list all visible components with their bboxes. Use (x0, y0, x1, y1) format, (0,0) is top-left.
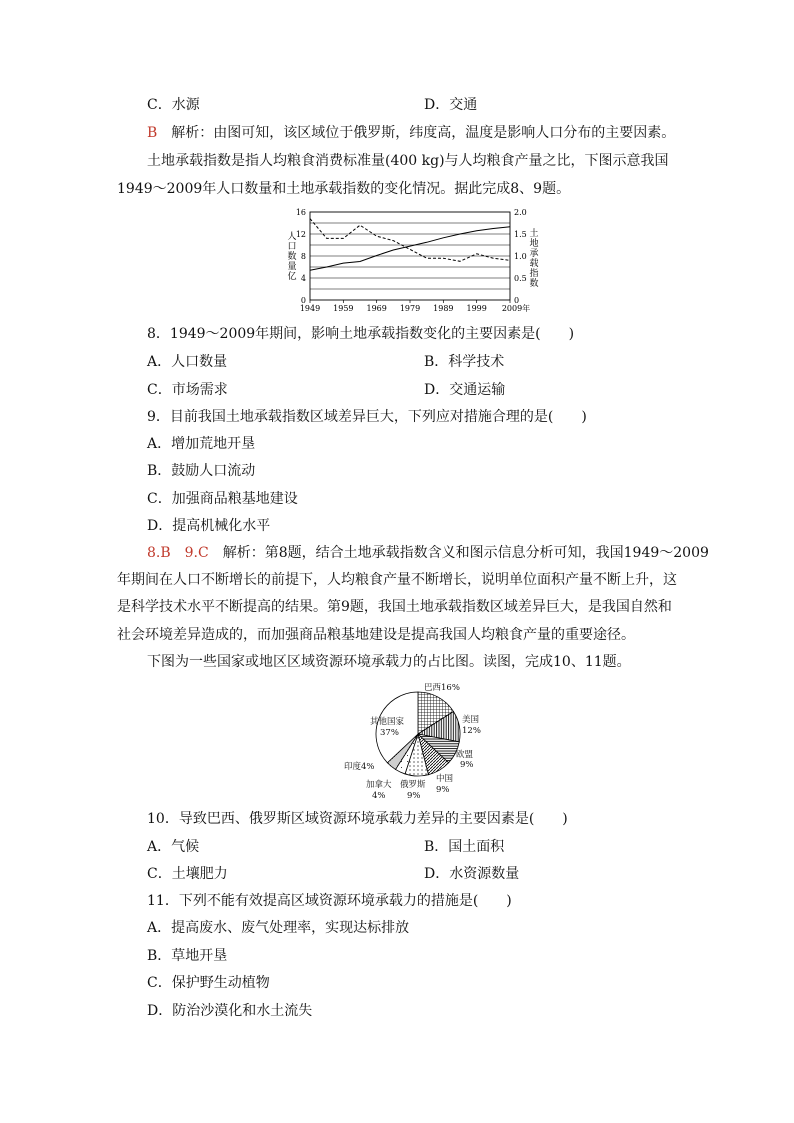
q9-option-a: A．增加荒地开垦 (147, 436, 256, 452)
pie-label-india: 印度4% (344, 762, 375, 772)
q11-stem: 11．下列不能有效提高区域资源环境承载力的措施是( ) (147, 893, 512, 909)
x-tick-label: 1979 (399, 304, 421, 313)
pie-label-canada-name: 加拿大 (366, 780, 392, 790)
population-line (310, 227, 510, 270)
q89-analysis-line2: 年期间在人口不断增长的前提下，人均粮食产量不断增长，说明单位面积产量不断上升，这 (117, 572, 677, 588)
right-tick-label: 0 (514, 296, 520, 305)
land-index-line (310, 219, 510, 262)
line-chart-series (310, 219, 510, 271)
pie-label-usa-name: 美国 (462, 715, 480, 725)
q7-option-d: D．交通 (424, 97, 478, 113)
q8-stem: 8．1949～2009年期间，影响土地承载指数变化的主要因素是( ) (147, 326, 575, 342)
right-tick-label: 1.0 (514, 252, 527, 261)
left-axis-char: 亿 (287, 272, 297, 282)
q8-option-b: B．科学技术 (424, 354, 505, 370)
q7-analysis-text: 解析：由图可知，该区域位于俄罗斯，纬度高，温度是影响人口分布的主要因素。 (171, 125, 676, 141)
q89-analysis-text1: 解析：第8题，结合土地承载指数含义和图示信息分析可知，我国1949～2009 (208, 545, 709, 561)
q9-stem: 9．目前我国土地承载指数区域差异巨大，下列应对措施合理的是( ) (147, 409, 587, 425)
q10-stem: 10．导致巴西、俄罗斯区域资源环境承载力差异的主要因素是( ) (147, 811, 568, 827)
x-axis-ticks (300, 300, 530, 313)
left-tick-label: 0 (300, 296, 306, 305)
pie-label-china-name: 中国 (436, 774, 454, 784)
right-axis-char: 承 (529, 249, 539, 259)
q10-option-d: D．水资源数量 (424, 866, 520, 882)
left-tick-label: 4 (300, 274, 306, 283)
q8-option-d: D．交通运输 (424, 382, 506, 398)
left-axis-char: 口 (287, 242, 297, 252)
intro1-line2: 1949～2009年人口数量和土地承载指数的变化情况。据此完成8、9题。 (117, 181, 571, 197)
left-axis-char: 人 (287, 232, 297, 242)
x-tick-label: 1949 (299, 304, 321, 313)
q7-option-c: C．水源 (147, 97, 200, 113)
right-axis-char: 载 (529, 259, 539, 269)
pie-label-other-name: 其他国家 (370, 717, 405, 727)
pie-label-russia-name: 俄罗斯 (400, 780, 426, 790)
left-tick-label: 12 (295, 230, 306, 239)
right-axis-char: 土 (529, 229, 539, 239)
x-tick-label: 1959 (333, 304, 354, 313)
pie-label-other-pct: 37% (380, 728, 399, 738)
x-tick-label: 1989 (433, 304, 454, 313)
right-axis-char: 指 (529, 269, 539, 279)
right-axis-char: 数 (529, 279, 539, 289)
q9-option-c: C．加强商品粮基地建设 (147, 491, 298, 507)
x-tick-label: 1969 (366, 304, 387, 313)
q7-answer: B (147, 125, 158, 141)
pie-label-eu-name: 欧盟 (456, 750, 474, 760)
right-axis-ticks (514, 208, 527, 305)
pie-label-usa-pct: 12% (462, 726, 481, 736)
pie-label-eu-pct: 9% (460, 760, 474, 770)
line-chart-grid (310, 212, 510, 300)
left-axis-char: 数 (287, 252, 297, 262)
q10-option-b: B．国土面积 (424, 839, 505, 855)
right-tick-label: 0.5 (514, 274, 527, 283)
q10-option-c: C．土壤肥力 (147, 866, 228, 882)
q89-analysis-line3: 是科学技术水平不断提高的结果。第9题，我国土地承载指数区域差异巨大，是我国自然和 (117, 599, 672, 615)
q11-option-b: B．草地开垦 (147, 948, 228, 964)
x-tick-label: 1999 (466, 304, 487, 313)
right-tick-label: 1.5 (514, 230, 527, 239)
q11-option-a: A．提高废水、废气处理率，实现达标排放 (147, 920, 410, 936)
q9-option-d: D．提高机械化水平 (147, 518, 271, 534)
pie-label-china-pct: 9% (436, 785, 450, 795)
q8-option-a: A．人口数量 (147, 354, 228, 370)
right-tick-label: 2.0 (514, 208, 527, 217)
q11-option-c: C．保护野生动植物 (147, 975, 270, 991)
q89-answer: 8.B 9.C (147, 545, 209, 561)
intro1-line1: 土地承载指数是指人均粮食消费标准量(400 kg)与人均粮食产量之比，下图示意我国 (147, 153, 669, 169)
intro2: 下图为一些国家或地区区域资源环境承载力的占比图。读图，完成10、11题。 (147, 654, 631, 670)
q9-option-b: B．鼓励人口流动 (147, 463, 256, 479)
pie-label-brazil: 巴西16% (424, 683, 460, 693)
left-axis-ticks (296, 208, 306, 305)
pie-chart (340, 676, 500, 802)
right-axis-char: 地 (529, 239, 539, 249)
left-axis-char: 量 (287, 262, 297, 272)
q89-analysis-line1 (147, 543, 709, 563)
q89-analysis-line4: 社会环境差异造成的，而加强商品粮基地建设是提高我国人均粮食产量的重要途径。 (117, 627, 635, 643)
left-tick-label: 8 (300, 252, 306, 261)
line-chart (280, 202, 540, 320)
pie-label-canada-pct: 4% (372, 791, 386, 801)
right-axis-label (529, 227, 538, 289)
q8-option-c: C．市场需求 (147, 382, 228, 398)
left-tick-label: 16 (295, 208, 306, 217)
pie-label-russia-pct: 9% (407, 791, 421, 801)
q11-option-d: D．防治沙漠化和水土流失 (147, 1003, 313, 1019)
q10-option-a: A．气候 (147, 839, 200, 855)
q7-analysis (147, 123, 675, 143)
x-tick-label: 2009年 (501, 304, 531, 313)
